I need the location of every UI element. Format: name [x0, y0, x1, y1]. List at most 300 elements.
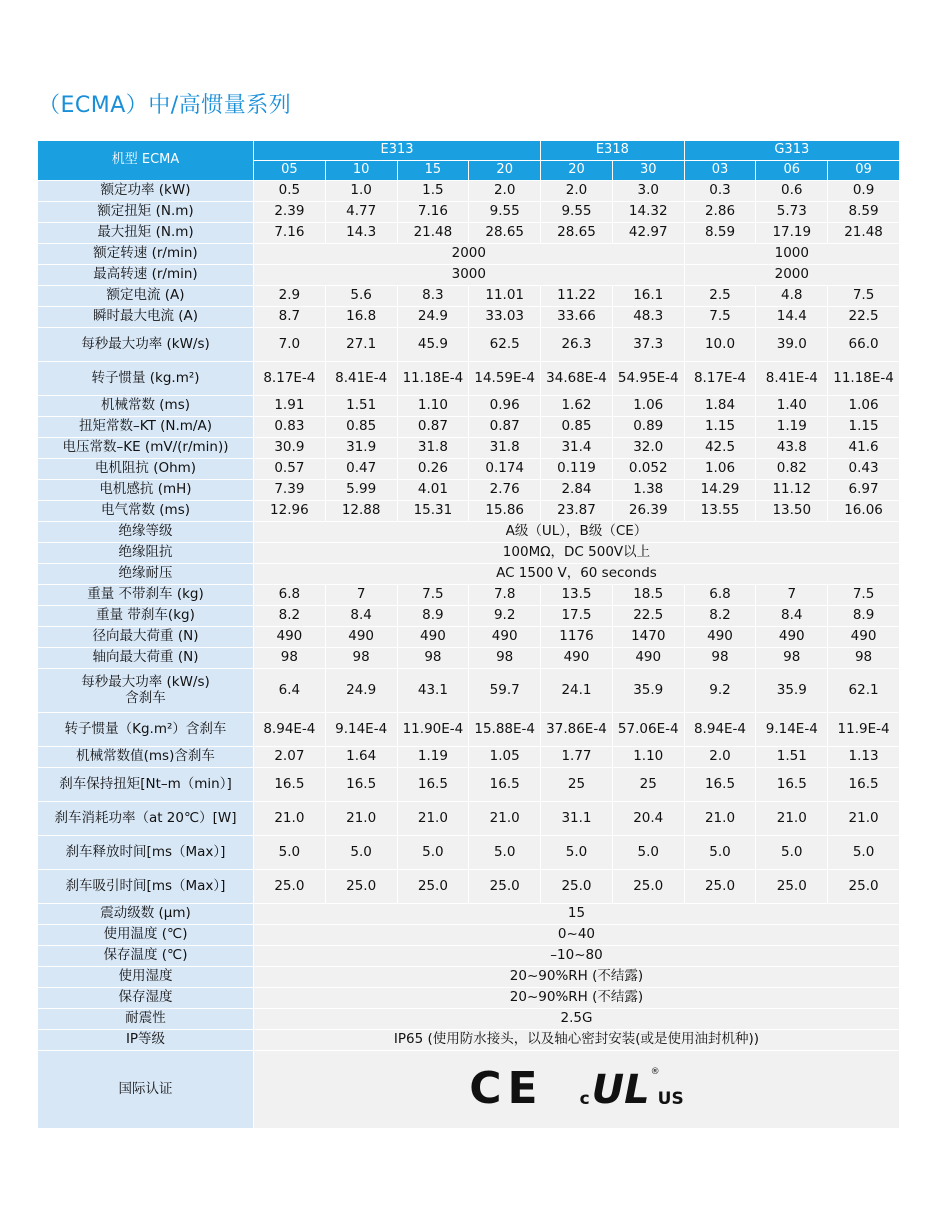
cell-value: 0.89: [612, 417, 684, 438]
row-label: 额定转速 (r/min): [38, 244, 254, 265]
header-label: 机型 ECMA: [38, 141, 254, 181]
cell-value: 2.5G: [254, 1009, 900, 1030]
cell-value: 11.22: [541, 286, 613, 307]
cell-value: 25.0: [325, 870, 397, 904]
cell-value: 0.87: [397, 417, 469, 438]
page-title: （ECMA）中/高惯量系列: [38, 93, 292, 118]
model-code: 09: [828, 161, 900, 181]
cell-value: 0.47: [325, 459, 397, 480]
cell-value: 0.26: [397, 459, 469, 480]
cell-value: 23.87: [541, 501, 613, 522]
cell-value: 8.59: [684, 223, 756, 244]
cell-value: 490: [541, 648, 613, 669]
table-row: [38, 396, 900, 417]
cell-value: 31.8: [397, 438, 469, 459]
row-label: 国际认证: [38, 1051, 254, 1129]
cell-value: 24.9: [325, 669, 397, 713]
row-label: 机械常数 (ms): [38, 396, 254, 417]
cell-value: 1.10: [612, 747, 684, 768]
cell-value: 18.5: [612, 585, 684, 606]
model-group: E318: [541, 141, 685, 161]
cell-value: 6.8: [254, 585, 326, 606]
cell-value: 14.29: [684, 480, 756, 501]
cell-value: 35.9: [756, 669, 828, 713]
cell-value: 8.2: [254, 606, 326, 627]
cell-value: 98: [397, 648, 469, 669]
cell-value: 21.0: [325, 802, 397, 836]
cell-value: 43.1: [397, 669, 469, 713]
cell-value: 98: [254, 648, 326, 669]
row-label: 使用湿度: [38, 967, 254, 988]
table-row: [38, 669, 900, 713]
cell-value: 1.77: [541, 747, 613, 768]
cell-value: 1.51: [756, 747, 828, 768]
cell-value: 6.8: [684, 585, 756, 606]
table-row: [38, 627, 900, 648]
cell-value: 7.16: [397, 202, 469, 223]
row-label: 径向最大荷重 (N): [38, 627, 254, 648]
cell-value: 2000: [254, 244, 685, 265]
cell-value: 490: [397, 627, 469, 648]
cell-value: 24.1: [541, 669, 613, 713]
table-row: [38, 244, 900, 265]
table-row: [38, 606, 900, 627]
cell-value: 3.0: [612, 181, 684, 202]
cell-value: 5.0: [325, 836, 397, 870]
cell-value: 25.0: [254, 870, 326, 904]
cell-value: 5.0: [756, 836, 828, 870]
row-label: 每秒最大功率 (kW/s) 含刹车: [38, 669, 254, 713]
cell-value: 2000: [684, 265, 899, 286]
cell-value: 1.51: [325, 396, 397, 417]
table-row: [38, 925, 900, 946]
cell-value: 25.0: [684, 870, 756, 904]
cell-value: 7.0: [254, 328, 326, 362]
cell-value: 59.7: [469, 669, 541, 713]
cell-value: 9.14E-4: [325, 713, 397, 747]
cell-value: 7.5: [397, 585, 469, 606]
cell-value: 0.87: [469, 417, 541, 438]
table-row: [38, 967, 900, 988]
cell-value: 20~90%RH (不结露): [254, 988, 900, 1009]
certification-marks: [254, 1051, 900, 1129]
cell-value: 0.3: [684, 181, 756, 202]
cell-value: 5.99: [325, 480, 397, 501]
cell-value: 8.4: [756, 606, 828, 627]
cell-value: 11.18E-4: [828, 362, 900, 396]
table-body: [38, 181, 900, 1129]
cell-value: AC 1500 V，60 seconds: [254, 564, 900, 585]
cell-value: 1.13: [828, 747, 900, 768]
cell-value: 2.86: [684, 202, 756, 223]
table-row: [38, 585, 900, 606]
cell-value: 25.0: [612, 870, 684, 904]
cell-value: 9.55: [541, 202, 613, 223]
row-label: 额定电流 (A): [38, 286, 254, 307]
cell-value: 9.2: [684, 669, 756, 713]
cell-value: 1470: [612, 627, 684, 648]
cell-value: 1.05: [469, 747, 541, 768]
cell-value: 0.43: [828, 459, 900, 480]
cell-value: 13.55: [684, 501, 756, 522]
cell-value: 16.1: [612, 286, 684, 307]
cell-value: 0.57: [254, 459, 326, 480]
cell-value: 5.6: [325, 286, 397, 307]
cell-value: 12.96: [254, 501, 326, 522]
model-group: E313: [254, 141, 541, 161]
cell-value: 490: [756, 627, 828, 648]
cell-value: 0.174: [469, 459, 541, 480]
cell-value: 21.0: [684, 802, 756, 836]
table-row: [38, 181, 900, 202]
cell-value: 26.3: [541, 328, 613, 362]
row-label: 重量 不带刹车 (kg): [38, 585, 254, 606]
cell-value: 7.5: [828, 585, 900, 606]
row-label: 重量 带刹车(kg): [38, 606, 254, 627]
row-label: 绝缘等级: [38, 522, 254, 543]
cell-value: 14.4: [756, 307, 828, 328]
cell-value: 490: [254, 627, 326, 648]
cell-value: 1.64: [325, 747, 397, 768]
cell-value: 57.06E-4: [612, 713, 684, 747]
cell-value: 8.41E-4: [325, 362, 397, 396]
cell-value: 13.5: [541, 585, 613, 606]
cell-value: 22.5: [828, 307, 900, 328]
table-row: [38, 438, 900, 459]
cell-value: 37.3: [612, 328, 684, 362]
cell-value: 2.76: [469, 480, 541, 501]
table-row: [38, 988, 900, 1009]
cell-value: 48.3: [612, 307, 684, 328]
cell-value: 54.95E-4: [612, 362, 684, 396]
cell-value: 21.0: [397, 802, 469, 836]
cell-value: 1.19: [397, 747, 469, 768]
cell-value: 6.97: [828, 480, 900, 501]
cell-value: 1.19: [756, 417, 828, 438]
cell-value: 7.39: [254, 480, 326, 501]
cell-value: 9.55: [469, 202, 541, 223]
cell-value: 5.0: [612, 836, 684, 870]
cul-us-mark-icon: c UL ® US: [579, 1066, 684, 1113]
cell-value: 490: [325, 627, 397, 648]
row-label: 最大扭矩 (N.m): [38, 223, 254, 244]
cell-value: 0.83: [254, 417, 326, 438]
cell-value: 5.0: [397, 836, 469, 870]
cell-value: 14.32: [612, 202, 684, 223]
cell-value: 21.0: [469, 802, 541, 836]
spec-table: [37, 140, 900, 1129]
cell-value: 16.5: [325, 768, 397, 802]
table-row: [38, 904, 900, 925]
table-row: [38, 802, 900, 836]
cell-value: 24.9: [397, 307, 469, 328]
cell-value: 25.0: [756, 870, 828, 904]
table-row: [38, 870, 900, 904]
cell-value: 33.66: [541, 307, 613, 328]
cell-value: 62.1: [828, 669, 900, 713]
cell-value: 490: [828, 627, 900, 648]
row-label: 保存湿度: [38, 988, 254, 1009]
cell-value: 35.9: [612, 669, 684, 713]
row-label: 瞬时最大电流 (A): [38, 307, 254, 328]
cell-value: 16.5: [684, 768, 756, 802]
cell-value: 0.85: [541, 417, 613, 438]
table-row: [38, 480, 900, 501]
cell-value: 1.06: [612, 396, 684, 417]
cell-value: 11.18E-4: [397, 362, 469, 396]
cell-value: 2.0: [469, 181, 541, 202]
cell-value: 11.01: [469, 286, 541, 307]
cell-value: 25.0: [828, 870, 900, 904]
cell-value: 8.94E-4: [254, 713, 326, 747]
cell-value: 2.0: [684, 747, 756, 768]
cell-value: 25.0: [541, 870, 613, 904]
cell-value: 7.8: [469, 585, 541, 606]
row-label: 转子惯量（Kg.m²）含刹车: [38, 713, 254, 747]
cell-value: 7.5: [828, 286, 900, 307]
cell-value: 12.88: [325, 501, 397, 522]
cell-value: 2.84: [541, 480, 613, 501]
cell-value: 43.8: [756, 438, 828, 459]
cell-value: 98: [325, 648, 397, 669]
cell-value: 5.0: [469, 836, 541, 870]
table-row: [38, 307, 900, 328]
model-group: G313: [684, 141, 899, 161]
table-row: [38, 768, 900, 802]
cell-value: 1.40: [756, 396, 828, 417]
cell-value: 4.01: [397, 480, 469, 501]
cell-value: 9.14E-4: [756, 713, 828, 747]
cell-value: 22.5: [612, 606, 684, 627]
model-code: 20: [541, 161, 613, 181]
row-label: 电机感抗 (mH): [38, 480, 254, 501]
cell-value: 16.5: [397, 768, 469, 802]
row-label: 每秒最大功率 (kW/s): [38, 328, 254, 362]
cell-value: 33.03: [469, 307, 541, 328]
table-row: [38, 362, 900, 396]
cell-value: 66.0: [828, 328, 900, 362]
cell-value: 8.41E-4: [756, 362, 828, 396]
cell-value: 1000: [684, 244, 899, 265]
cell-value: 1.62: [541, 396, 613, 417]
cell-value: 31.9: [325, 438, 397, 459]
cell-value: 1.84: [684, 396, 756, 417]
row-label: 转子惯量 (kg.m²): [38, 362, 254, 396]
cell-value: 0.052: [612, 459, 684, 480]
cell-value: A级（UL），B级（CE）: [254, 522, 900, 543]
row-label: 额定扭矩 (N.m): [38, 202, 254, 223]
table-row: [38, 417, 900, 438]
cell-value: 2.07: [254, 747, 326, 768]
cell-value: 8.4: [325, 606, 397, 627]
row-label: 机械常数值(ms)含刹车: [38, 747, 254, 768]
row-label: 绝缘阻抗: [38, 543, 254, 564]
cell-value: 1.10: [397, 396, 469, 417]
model-code: 10: [325, 161, 397, 181]
table-row: [38, 1009, 900, 1030]
row-label: 电压常数–KE (mV/(r/min)): [38, 438, 254, 459]
row-label: 电机阻抗 (Ohm): [38, 459, 254, 480]
cell-value: 1.5: [397, 181, 469, 202]
cell-value: 17.5: [541, 606, 613, 627]
model-code: 03: [684, 161, 756, 181]
cell-value: 21.48: [828, 223, 900, 244]
cell-value: 25.0: [397, 870, 469, 904]
cell-value: 11.12: [756, 480, 828, 501]
cell-value: 5.0: [254, 836, 326, 870]
cell-value: 21.0: [828, 802, 900, 836]
row-label: 绝缘耐压: [38, 564, 254, 585]
cell-value: 0.9: [828, 181, 900, 202]
table-row: [38, 328, 900, 362]
cell-value: 0.119: [541, 459, 613, 480]
table-row: [38, 543, 900, 564]
cell-value: 16.5: [828, 768, 900, 802]
cell-value: 16.5: [254, 768, 326, 802]
cell-value: 100MΩ，DC 500V以上: [254, 543, 900, 564]
model-code: 30: [612, 161, 684, 181]
cell-value: 490: [612, 648, 684, 669]
cell-value: 16.06: [828, 501, 900, 522]
cell-value: 15.86: [469, 501, 541, 522]
cell-value: –10~80: [254, 946, 900, 967]
cell-value: 15.31: [397, 501, 469, 522]
cell-value: 7.16: [254, 223, 326, 244]
cell-value: 1.91: [254, 396, 326, 417]
cell-value: 3000: [254, 265, 685, 286]
row-label: 最高转速 (r/min): [38, 265, 254, 286]
cell-value: 2.0: [541, 181, 613, 202]
cell-value: 8.3: [397, 286, 469, 307]
cell-value: 28.65: [469, 223, 541, 244]
cell-value: 15.88E-4: [469, 713, 541, 747]
cell-value: 15: [254, 904, 900, 925]
cell-value: 8.17E-4: [684, 362, 756, 396]
table-row: [38, 648, 900, 669]
cell-value: 30.9: [254, 438, 326, 459]
cell-value: 8.9: [828, 606, 900, 627]
cell-value: 10.0: [684, 328, 756, 362]
cell-value: 7: [756, 585, 828, 606]
cell-value: 21.48: [397, 223, 469, 244]
model-code: 05: [254, 161, 326, 181]
cell-value: 31.1: [541, 802, 613, 836]
row-label: 额定功率 (kW): [38, 181, 254, 202]
ce-mark-icon: CE: [469, 1063, 544, 1115]
cell-value: 1.15: [684, 417, 756, 438]
cell-value: 8.59: [828, 202, 900, 223]
cell-value: 45.9: [397, 328, 469, 362]
model-code: 20: [469, 161, 541, 181]
cell-value: IP65 (使用防水接头，以及轴心密封安装(或是使用油封机种)): [254, 1030, 900, 1051]
table-row: [38, 223, 900, 244]
cell-value: 20~90%RH (不结露): [254, 967, 900, 988]
cell-value: 16.5: [756, 768, 828, 802]
cell-value: 11.9E-4: [828, 713, 900, 747]
cell-value: 13.50: [756, 501, 828, 522]
model-code: 15: [397, 161, 469, 181]
cell-value: 14.59E-4: [469, 362, 541, 396]
cell-value: 5.0: [541, 836, 613, 870]
cell-value: 4.8: [756, 286, 828, 307]
cell-value: 1.0: [325, 181, 397, 202]
table-row: [38, 265, 900, 286]
table-row: [38, 522, 900, 543]
cell-value: 31.4: [541, 438, 613, 459]
cell-value: 8.7: [254, 307, 326, 328]
cell-value: 16.8: [325, 307, 397, 328]
row-label: 耐震性: [38, 1009, 254, 1030]
table-row: [38, 946, 900, 967]
certification-row: [38, 1051, 900, 1129]
cell-value: 0.96: [469, 396, 541, 417]
table-row: [38, 836, 900, 870]
cell-value: 2.5: [684, 286, 756, 307]
cell-value: 31.8: [469, 438, 541, 459]
table-row: [38, 1030, 900, 1051]
cell-value: 490: [684, 627, 756, 648]
table-row: [38, 459, 900, 480]
cell-value: 26.39: [612, 501, 684, 522]
cell-value: 4.77: [325, 202, 397, 223]
cell-value: 5.73: [756, 202, 828, 223]
row-label: 使用温度 (℃): [38, 925, 254, 946]
cell-value: 8.17E-4: [254, 362, 326, 396]
cell-value: 16.5: [469, 768, 541, 802]
cell-value: 5.0: [828, 836, 900, 870]
cell-value: 8.9: [397, 606, 469, 627]
cell-value: 62.5: [469, 328, 541, 362]
row-label: 保存温度 (℃): [38, 946, 254, 967]
table-row: [38, 202, 900, 223]
cell-value: 9.2: [469, 606, 541, 627]
row-label: 刹车保持扭矩[Nt–m（min）]: [38, 768, 254, 802]
cell-value: 0~40: [254, 925, 900, 946]
cell-value: 27.1: [325, 328, 397, 362]
cell-value: 490: [469, 627, 541, 648]
cell-value: 21.0: [254, 802, 326, 836]
model-code: 06: [756, 161, 828, 181]
row-label: 电气常数 (ms): [38, 501, 254, 522]
cell-value: 7.5: [684, 307, 756, 328]
cell-value: 20.4: [612, 802, 684, 836]
cell-value: 1.06: [684, 459, 756, 480]
cell-value: 34.68E-4: [541, 362, 613, 396]
cell-value: 25: [541, 768, 613, 802]
row-label: IP等级: [38, 1030, 254, 1051]
cell-value: 17.19: [756, 223, 828, 244]
cell-value: 37.86E-4: [541, 713, 613, 747]
table-header: [38, 141, 900, 181]
cell-value: 1.15: [828, 417, 900, 438]
cell-value: 2.9: [254, 286, 326, 307]
table-row: [38, 501, 900, 522]
cell-value: 98: [828, 648, 900, 669]
cell-value: 21.0: [756, 802, 828, 836]
cell-value: 1.38: [612, 480, 684, 501]
row-label: 震动级数 (μm): [38, 904, 254, 925]
cell-value: 1.06: [828, 396, 900, 417]
cell-value: 42.5: [684, 438, 756, 459]
cell-value: 6.4: [254, 669, 326, 713]
cell-value: 1176: [541, 627, 613, 648]
cell-value: 98: [756, 648, 828, 669]
cell-value: 98: [469, 648, 541, 669]
table-row: [38, 286, 900, 307]
cell-value: 25: [612, 768, 684, 802]
row-label: 扭矩常数–KT (N.m/A): [38, 417, 254, 438]
row-label: 轴向最大荷重 (N): [38, 648, 254, 669]
